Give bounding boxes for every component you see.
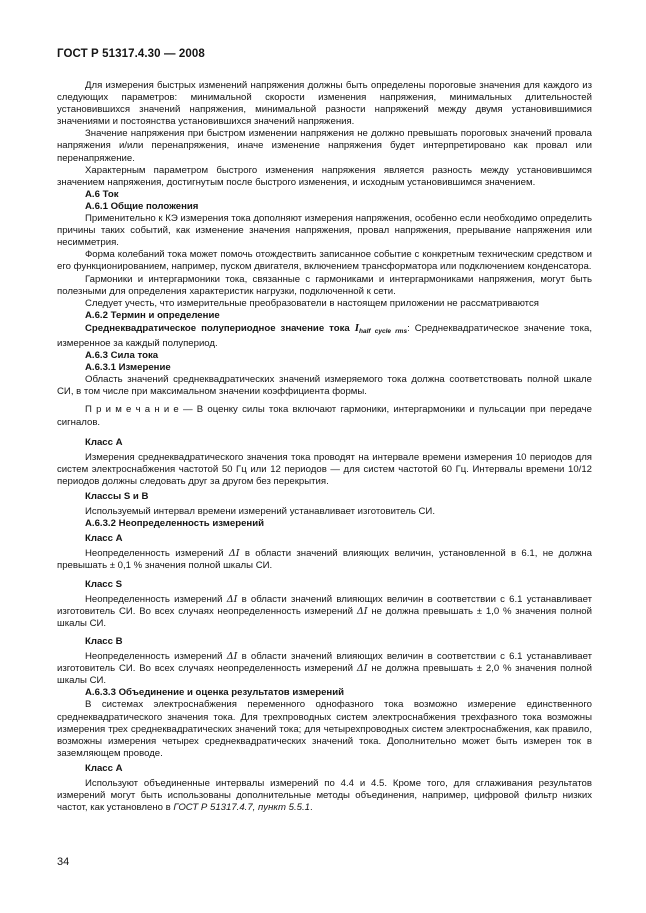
delta-i-symbol: ΔI: [356, 663, 368, 675]
delta-i-symbol: ΔI: [226, 651, 238, 663]
paragraph: Применительно к КЭ измерения тока дополняют измерения напряжения, особенно если необходимо определить причины таких событий, как изменение значения напряжения, провал напряжения, прерывание напряжения или несимметрия.: [57, 213, 592, 249]
paragraph: Область значений среднеквадратических значений измеряемого тока должна соответствовать полной шкале СИ, в том числе при максимальном значении коэффициента формы.: [57, 374, 592, 398]
note-text: — В оценку силы тока включают гармоники, интергармоники и пульсации при передаче сигналов.: [57, 404, 592, 428]
section-heading-a631: А.6.3.1 Измерение: [85, 362, 171, 374]
delta-i-symbol: ΔI: [226, 593, 238, 605]
paragraph: Неопределенность измерений ΔI в области значений влияющих величин в соответствии с 6.1 устанавливает изготовитель СИ. Во всех случаях неопределенность измерений ΔI не должна превышать ± 1,0 % значения полной шкалы СИ.: [57, 593, 593, 629]
paragraph: Измерения среднеквадратического значения тока проводят на интервале времени измерения 10 периодов для систем электроснабжения частотой 50 Гц или 12 периодов — для систем частотой 60 Гц. Интервалы времени 10/12 периодов должны следовать друг за другом без перекрытия.: [57, 451, 592, 487]
page-body: [57, 80, 592, 814]
paragraph: Неопределенность измерений ΔI в области значений влияющих величин в соответствии с 6.1 устанавливает изготовитель СИ. Во всех случаях неопределенность измерений ΔI не должна превышать ± 2,0 % значения полной шкалы СИ.: [57, 651, 593, 687]
paragraph: Используемый интервал времени измерений устанавливает изготовитель СИ.: [85, 506, 435, 518]
note-label: П р и м е ч а н и е: [85, 404, 179, 416]
section-heading-a633: А.6.3.3 Объединение и оценка результатов измерений: [85, 687, 345, 699]
definition-symbol-subscript: half cycle rms: [359, 327, 408, 335]
paragraph: Используют объединенные интервалы измерений по 4.4 и 4.5. Кроме того, для сглаживания результатов измерений могут быть использованы дополнительные методы объединения, например, цифровой фильтр низких частот, как установлено в ГОСТ Р 51317.4.7, пункт 5.5.1.: [57, 777, 592, 814]
definition-term: Среднеквадратическое полупериодное значение тока: [85, 322, 350, 334]
page-header-title: ГОСТ Р 51317.4.30 — 2008: [57, 48, 205, 60]
note: [57, 404, 592, 428]
paragraph: Значение напряжения при быстром изменении напряжения не должно превышать пороговых значений провала напряжения и/или перенапряжения, иначе изменение напряжения будет интерпретировано как провал или перенапряжение.: [57, 128, 592, 164]
section-heading-a62: А.6.2 Термин и определение: [85, 309, 220, 321]
definition-text: : Среднеквадратическое значение тока, измеренное за каждый полупериод.: [57, 322, 593, 349]
section-heading-a61: А.6.1 Общие положения: [85, 200, 199, 212]
definition-paragraph: [57, 322, 592, 350]
page-number: 34: [57, 856, 70, 868]
class-heading: Класс А: [85, 762, 123, 774]
section-heading-a6: А.6 Ток: [85, 188, 119, 200]
section-heading-a63: А.6.3 Сила тока: [85, 350, 159, 362]
class-heading: Класс В: [85, 635, 123, 647]
delta-i-symbol: ΔI: [356, 605, 368, 617]
class-heading: Класс А: [85, 436, 123, 448]
class-heading: Классы S и В: [85, 491, 149, 502]
paragraph: В системах электроснабжения переменного однофазного тока возможно измерение единственного среднеквадратического значения тока. Для трехпроводных систем электроснабжения трехфазного тока возможны измерения трех среднеквадратических значений тока; для четырехпроводных систем электроснабжения, как правило, возможны измерения четырех среднеквадратических значений тока. Дополнительно может быть измерен ток в заземляющем проводе.: [57, 699, 592, 759]
paragraph: Характерным параметром быстрого изменения напряжения является разность между установившимся значением напряжения, достигнутым после быстрого изменения, и исходным установившимся значением.: [57, 164, 592, 188]
class-heading: Класс А: [85, 533, 123, 545]
standard-reference: ГОСТ Р 51317.4.7, пункт 5.5.1: [173, 802, 310, 814]
definition-symbol: I: [354, 321, 360, 334]
class-heading: Класс S: [85, 578, 123, 590]
section-heading-a632: А.6.3.2 Неопределенность измерений: [85, 518, 265, 530]
paragraph: Следует учесть, что измерительные преобразователи в настоящем приложении не рассматриваются: [85, 297, 539, 309]
paragraph: Для измерения быстрых изменений напряжения должны быть определены пороговые значения для каждого из следующих параметров: минимальной скорости изменения напряжения, минимальных длительностей установившихся значений напряжения, минимальной разности напряжений между двумя установившимися значениями и постоянства установившихся значений напряжения.: [57, 80, 592, 128]
paragraph: Неопределенность измерений ΔI в области значений влияющих величин, установленной в 6.1, не должна превышать ± 0,1 % значения полной шкалы СИ.: [57, 548, 592, 572]
delta-i-symbol: ΔI: [228, 548, 240, 560]
paragraph: Гармоники и интергармоники тока, связанные с гармониками и интергармониками напряжения, могут быть полезными для определения характеристик нагрузки, подключенной к сети.: [57, 273, 592, 297]
paragraph: Форма колебаний тока может помочь отождествить записанное событие с конкретным техническим средством и его функционированием, например, пуском двигателя, включением трансформатора или подключением конденсатора.: [57, 249, 592, 273]
